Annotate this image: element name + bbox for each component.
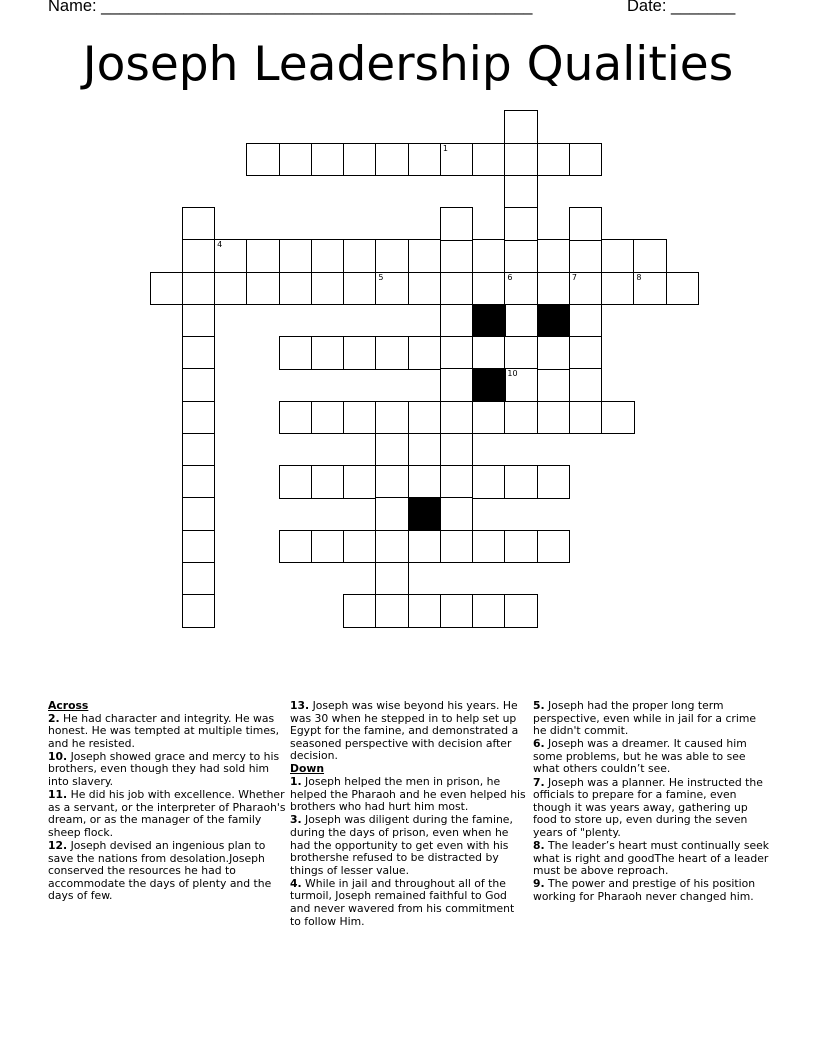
- grid-cell[interactable]: [440, 207, 474, 241]
- grid-cell[interactable]: [440, 272, 474, 306]
- grid-cell[interactable]: [182, 401, 216, 435]
- clue-down-1: 1. Joseph helped the men in prison, he helped the Pharaoh and he even helped his brothers who had hurt him most.: [290, 775, 526, 814]
- clue-across-12: 12. Joseph devised an ingenious plan to save the nations from desolation.Joseph conserved the resources he had to accommodate the days of plenty and the days of few.: [48, 839, 272, 903]
- name-field-label: Name: _______________________________________________: [48, 0, 533, 15]
- grid-cell[interactable]: [311, 272, 345, 306]
- grid-cell[interactable]: [440, 336, 474, 370]
- grid-cell[interactable]: [246, 239, 280, 273]
- grid-cell[interactable]: [440, 433, 474, 467]
- grid-cell[interactable]: [182, 594, 216, 628]
- grid-cell[interactable]: [279, 143, 313, 177]
- grid-cell[interactable]: [375, 433, 409, 467]
- clue-down-9: 9. The power and prestige of his position working for Pharaoh never changed him.: [533, 877, 756, 903]
- grid-cell[interactable]: [440, 304, 474, 338]
- grid-cell[interactable]: [504, 175, 538, 209]
- grid-cell[interactable]: [440, 465, 474, 499]
- grid-cell[interactable]: [408, 530, 442, 564]
- grid-cell[interactable]: [569, 368, 603, 402]
- grid-cell[interactable]: [150, 272, 184, 306]
- grid-cell[interactable]: [375, 239, 409, 273]
- grid-cell[interactable]: [569, 143, 603, 177]
- grid-cell[interactable]: [537, 530, 571, 564]
- grid-cell[interactable]: [504, 304, 538, 338]
- grid-cell[interactable]: [569, 272, 603, 306]
- grid-cell[interactable]: [279, 272, 313, 306]
- grid-cell[interactable]: [569, 336, 603, 370]
- grid-cell[interactable]: [440, 143, 474, 177]
- grid-cell[interactable]: [440, 401, 474, 435]
- grid-cell[interactable]: [375, 465, 409, 499]
- clue-down-3: 3. Joseph was diligent during the famine, during the days of prison, even when he had the opportunity to get even with his brothershe refused to be distracted by things of lesser value.: [290, 813, 513, 877]
- clue-down-6: 6. Joseph was a dreamer. It caused him some problems, but he was able to see what others couldn’t see.: [533, 737, 747, 776]
- grid-cell[interactable]: [440, 239, 474, 273]
- grid-cell[interactable]: [182, 562, 216, 596]
- grid-cell[interactable]: [311, 143, 345, 177]
- grid-cell[interactable]: [472, 143, 506, 177]
- clue-across-13: 13. Joseph was wise beyond his years. He was 30 when he stepped in to help set up Egypt for the famine, and demonstrated a seasoned perspective with decision after decision.: [290, 699, 519, 763]
- grid-cell[interactable]: [601, 239, 635, 273]
- clue-number: 8: [636, 272, 642, 282]
- grid-cell[interactable]: [408, 401, 442, 435]
- across-heading: Across: [48, 699, 89, 712]
- grid-cell[interactable]: [504, 594, 538, 628]
- grid-cell[interactable]: [472, 239, 506, 273]
- page-title: Joseph Leadership Qualities: [82, 37, 734, 92]
- grid-cell[interactable]: [375, 272, 409, 306]
- grid-cell[interactable]: [537, 143, 571, 177]
- grid-cell[interactable]: [408, 239, 442, 273]
- grid-cell[interactable]: [311, 530, 345, 564]
- grid-cell[interactable]: [311, 336, 345, 370]
- grid-cell[interactable]: [569, 239, 603, 273]
- grid-cell[interactable]: [472, 530, 506, 564]
- grid-cell[interactable]: [537, 336, 571, 370]
- grid-cell[interactable]: [537, 401, 571, 435]
- grid-cell[interactable]: [569, 304, 603, 338]
- grid-cell[interactable]: [246, 143, 280, 177]
- grid-cell[interactable]: [472, 401, 506, 435]
- grid-cell[interactable]: [504, 207, 538, 241]
- grid-cell[interactable]: [504, 272, 538, 306]
- grid-cell[interactable]: [279, 239, 313, 273]
- grid-block-cell: [408, 497, 442, 531]
- grid-cell[interactable]: [311, 239, 345, 273]
- grid-cell[interactable]: [375, 497, 409, 531]
- clue-number: 6: [507, 272, 513, 282]
- grid-block-cell: [472, 304, 506, 338]
- grid-cell[interactable]: [440, 368, 474, 402]
- grid-cell[interactable]: [504, 110, 538, 144]
- clue-down-7: 7. Joseph was a planner. He instructed the officials to prepare for a famine, even though it was years away, gathering up food to store up, even during the seven years of "plenty.: [533, 775, 763, 839]
- grid-cell[interactable]: [279, 465, 313, 499]
- grid-cell[interactable]: [375, 594, 409, 628]
- grid-cell[interactable]: [246, 272, 280, 306]
- grid-cell[interactable]: [472, 272, 506, 306]
- grid-cell[interactable]: [537, 465, 571, 499]
- date-field-label: Date: _______: [627, 0, 736, 15]
- grid-cell[interactable]: [504, 239, 538, 273]
- grid-cell[interactable]: [375, 562, 409, 596]
- grid-cell[interactable]: [311, 401, 345, 435]
- grid-cell[interactable]: [182, 368, 216, 402]
- grid-cell[interactable]: [601, 272, 635, 306]
- grid-cell[interactable]: [343, 272, 377, 306]
- grid-cell[interactable]: [182, 304, 216, 338]
- grid-cell[interactable]: [182, 239, 216, 273]
- grid-cell[interactable]: [440, 497, 474, 531]
- grid-cell[interactable]: [279, 530, 313, 564]
- grid-cell[interactable]: [311, 465, 345, 499]
- grid-cell[interactable]: [633, 239, 667, 273]
- grid-cell[interactable]: [537, 239, 571, 273]
- clue-number: 4: [217, 240, 223, 250]
- clue-down-5: 5. Joseph had the proper long term perspective, even while in jail for a crime he didn't commit.: [533, 699, 757, 738]
- grid-cell[interactable]: [440, 530, 474, 564]
- clue-number: 10: [507, 369, 518, 379]
- grid-cell[interactable]: [569, 207, 603, 241]
- grid-cell[interactable]: [408, 336, 442, 370]
- grid-cell[interactable]: [408, 272, 442, 306]
- grid-cell[interactable]: [343, 530, 377, 564]
- grid-cell[interactable]: [601, 401, 635, 435]
- grid-cell[interactable]: [279, 401, 313, 435]
- clue-across-11: 11. He did his job with excellence. Whether as a servant, or the interpreter of Pharaoh's dream, or as the manager of the family sheep flock.: [48, 788, 286, 839]
- grid-cell[interactable]: [375, 530, 409, 564]
- clues-column-3: [533, 700, 771, 904]
- clue-down-8: 8. The leader’s heart must continually seek what is right and goodThe heart of a leader must be above reproach.: [533, 839, 770, 878]
- grid-cell[interactable]: [182, 272, 216, 306]
- grid-cell[interactable]: [537, 272, 571, 306]
- clue-down-4: 4. While in jail and throughout all of the turmoil, Joseph remained faithful to God and never wavered from his commitment to follow Him.: [290, 876, 515, 928]
- grid-cell[interactable]: [408, 465, 442, 499]
- grid-cell[interactable]: [375, 143, 409, 177]
- grid-cell[interactable]: [214, 239, 248, 273]
- grid-cell[interactable]: [182, 433, 216, 467]
- grid-cell[interactable]: [375, 401, 409, 435]
- grid-cell[interactable]: [633, 272, 667, 306]
- clue-number: 1: [442, 143, 448, 153]
- grid-cell[interactable]: [472, 336, 506, 370]
- clue-number: 5: [378, 272, 384, 282]
- grid-cell[interactable]: [504, 465, 538, 499]
- grid-cell[interactable]: [504, 530, 538, 564]
- grid-cell[interactable]: [408, 594, 442, 628]
- grid-cell[interactable]: [408, 143, 442, 177]
- grid-cell[interactable]: [440, 594, 474, 628]
- grid-cell[interactable]: [343, 401, 377, 435]
- grid-cell[interactable]: [182, 530, 216, 564]
- grid-cell[interactable]: [504, 368, 538, 402]
- clue-across-2: 2. He had character and integrity. He was honest. He was tempted at multiple times, and he resisted.: [48, 711, 280, 750]
- grid-cell[interactable]: [472, 465, 506, 499]
- grid-cell[interactable]: [504, 143, 538, 177]
- down-heading: Down: [290, 762, 325, 776]
- grid-block-cell: [537, 304, 571, 338]
- grid-cell[interactable]: [279, 336, 313, 370]
- grid-cell[interactable]: [343, 465, 377, 499]
- grid-cell[interactable]: [214, 272, 248, 306]
- clues-column-2: [290, 700, 526, 929]
- grid-cell[interactable]: [569, 401, 603, 435]
- grid-cell[interactable]: [182, 336, 216, 370]
- grid-cell[interactable]: [182, 465, 216, 499]
- grid-cell[interactable]: [504, 401, 538, 435]
- grid-cell[interactable]: [472, 594, 506, 628]
- grid-cell[interactable]: [343, 239, 377, 273]
- grid-cell[interactable]: [182, 207, 216, 241]
- grid-cell[interactable]: [343, 594, 377, 628]
- grid-cell[interactable]: [666, 272, 700, 306]
- clues-column-1: [48, 700, 286, 904]
- grid-cell[interactable]: [343, 336, 377, 370]
- grid-block-cell: [472, 368, 506, 402]
- grid-cell[interactable]: [504, 336, 538, 370]
- clue-number: 7: [571, 272, 577, 282]
- grid-cell[interactable]: [375, 336, 409, 370]
- clue-across-10: 10. Joseph showed grace and mercy to his brothers, even though they had sold him into slavery.: [48, 749, 280, 789]
- grid-cell[interactable]: [182, 497, 216, 531]
- grid-cell[interactable]: [343, 143, 377, 177]
